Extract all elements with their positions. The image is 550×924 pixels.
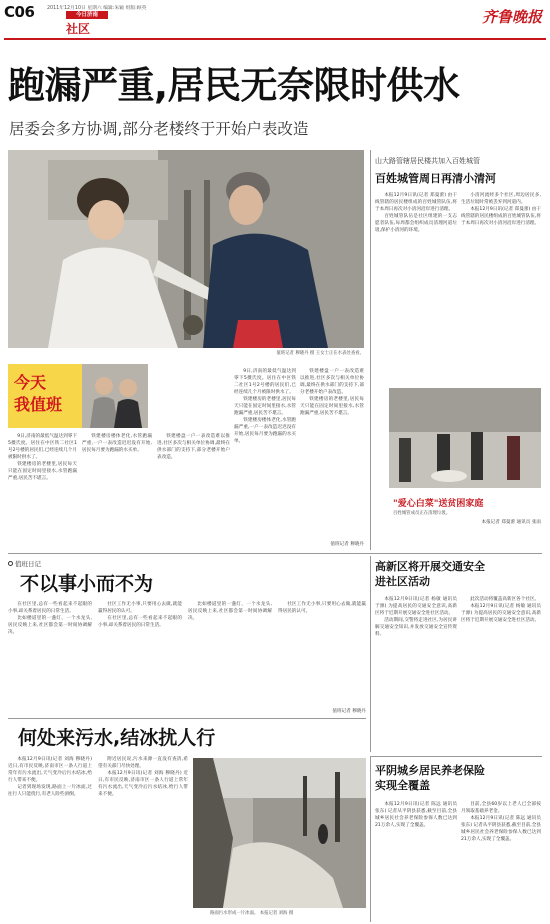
column-paragraph: 社区工作无小事,只要用心去做,就能赢得居民的认可。 [98, 602, 182, 614]
lead-paragraph: 铁建楼盘一户一表改造难以推进,社区多次与相关单位协调,最终在供水部门的支持下,部分老楼开始户表改造。 [300, 369, 364, 395]
sidebar-paragraph: 本报12月9日讯(记者 郑曼蕾) 由干线管辖的居民楼组成的百姓城管队伍,将于本周日再次对小清河沿岸进行清理。 [461, 207, 541, 226]
today-title-top: 今天 [14, 373, 47, 392]
mid-right-body-col2 [461, 596, 541, 746]
column-tag-label: 值班日记 [15, 560, 41, 568]
sidebar-photo-headline: "爱心白菜"送贫困家庭 [393, 499, 484, 509]
sidebar-byline: 本报记者 郑曼蕾 通讯员 张雨 [481, 520, 541, 525]
bottom-photo-illustration [193, 758, 366, 908]
bottom-photo [193, 758, 366, 908]
lead-paragraph: 9日,济南的最低气温达到零下5摄氏度。居住在中区铁二社区1号2号楼的居民们,已经连续几个月被限时供水了。 [234, 369, 296, 395]
section-tag: 今日济南 [66, 11, 108, 19]
bottom-paragraph: 记者到现场发现,路面上一片冰面,过往行人只能绕行,有老人险些滑倒。 [8, 785, 92, 797]
sidebar-title: 百姓城管周日再清小清河 [375, 172, 496, 185]
column-paragraph: 在社区里,总有一些看起来不起眼的小事,却关系着居民的日常生活。 [8, 602, 92, 614]
lead-body-col4 [234, 368, 296, 538]
column-paragraph: 在社区里,总有一些看起来不起眼的小事,却关系着居民的日常生活。 [98, 616, 182, 628]
reporter-portrait-illustration [82, 364, 148, 428]
sidebar-body-col1 [375, 192, 457, 380]
sidebar-body-col2 [461, 192, 541, 380]
bottom-paragraph: 本报12月9日讯(记者 刘海 穆晓丹) 近日,有市民反映,济南市区一条人行道上常年有污水流出,天气变冷后污水结冰,给行人带来不便。 [98, 771, 188, 797]
today-on-duty-box [8, 364, 82, 428]
lead-paragraph: 铁建楼房的老楼里,居民每天只能在固定时间里接水,水管跑漏严重,居民苦不堪言。 [8, 462, 77, 481]
column-tag [8, 559, 41, 568]
date-line: 2011年12月10日 星期六 编辑:朱颖 组版:顾英 [47, 6, 147, 11]
section-divider [8, 553, 542, 554]
bottom-paragraph: 本报12月9日讯(记者 刘海 穆晓丹) 近日,有市民反映,济南市区一条人行道上常年有污水流出,天气变冷后污水结冰,给行人带来不便。 [8, 757, 92, 783]
lead-photo-illustration [8, 150, 364, 348]
sidebar-paragraph: 本报12月9日讯(记者 郑曼蕾) 由干线管辖的居民楼组成的百姓城管队伍,将于本周日再次对小清河沿岸进行清理。 [375, 193, 457, 212]
lead-paragraph: 铁建楼房楼体老化,水管跑漏严重,一户一表改造迟迟没有开始,居民每月要为跑漏的水买单。 [234, 418, 296, 444]
header-rule [4, 38, 546, 40]
lead-headline: 跑漏严重,居民无奈限时供水 [8, 64, 460, 107]
lead-subtitle: 居委会多方协调,部分老楼终于开始户表改造 [9, 120, 309, 138]
sidebar-paragraph: 小清河流经多个社区,周边居民多,生活垃圾时常被丢弃到河道内。 [461, 193, 541, 205]
bottom-body-col1 [8, 756, 92, 918]
lead-paragraph: 铁建楼房楼体老化,水管跑漏严重,一户一表改造迟迟没有开始,居民每月要为跑漏的水买单。 [82, 434, 152, 453]
column-body-col1 [8, 601, 92, 715]
mid-right-story [370, 556, 542, 752]
mid-right-headline: 高新区将开展交通安全进社区活动 [375, 560, 485, 588]
bottom-right-body-col2 [461, 801, 541, 919]
paper-logo: 齐鲁晚报 [481, 8, 542, 26]
lead-paragraph: 铁建楼房的老楼里,居民每天只能在固定时间里接水,水管跑漏严重,居民苦不堪言。 [234, 397, 296, 416]
bottom-body-col2 [98, 756, 188, 918]
lead-body-col3 [157, 433, 230, 545]
column-body-col4 [278, 601, 366, 705]
column-paragraph: 比如楼道里的一盏灯、一个水龙头,居民反映上来,社区都会第一时间协调解决。 [188, 602, 272, 621]
bottom-right-paragraph: 目前,全县60岁以上老人已全部按月领取基础养老金。 [461, 802, 541, 814]
bottom-right-paragraph: 本报12月9日讯(记者 陈远 通讯员 张东) 记者从平阴县获悉,截至目前,全县城乡居民社会养老保险参保人数已达到21万余人,实现了全覆盖。 [461, 816, 541, 842]
column-paragraph: 比如楼道里的一盏灯、一个水龙头,居民反映上来,社区都会第一时间协调解决。 [8, 616, 92, 635]
section-name: 社区 [66, 22, 91, 36]
lead-photo-caption: 值班记者 穆晓丹 摄 王女士正在水表处查看。 [276, 351, 364, 356]
lead-photo [8, 150, 364, 348]
page-header [0, 0, 550, 46]
column-tag-icon [8, 561, 13, 566]
bottom-photo-caption: 路面污水形成一片冰面。 本报记者 刘海 摄 [210, 911, 294, 916]
lead-body-col2 [82, 433, 152, 545]
column-headline: 不以事小而不为 [20, 573, 154, 595]
sidebar-kicker: 山大路管辖居民楼共加入百姓城管 [375, 157, 480, 165]
lead-body-col5 [300, 368, 364, 538]
sidebar-top [370, 150, 542, 550]
lead-body-col1 [8, 433, 77, 545]
sidebar-photo [389, 388, 541, 488]
reporter-portrait [82, 364, 148, 428]
lead-byline: 值班记者 穆晓丹 [330, 542, 364, 547]
mid-right-paragraph: 活动期间,交警将走进社区,为居民讲解交通安全知识,并发放交通安全宣传资料。 [375, 618, 457, 637]
bottom-right-paragraph: 本报12月9日讯(记者 陈远 通讯员 张东) 记者从平阴县获悉,截至目前,全县城乡居民社会养老保险参保人数已达到21万余人,实现了全覆盖。 [375, 802, 457, 828]
bottom-divider [8, 718, 366, 719]
bottom-right-story [370, 756, 542, 922]
column-byline: 值班记者 穆晓丹 [332, 709, 366, 714]
column-paragraph: 社区工作无小事,只要用心去做,就能赢得居民的认可。 [278, 602, 366, 614]
today-title-bottom: 我值班 [14, 395, 63, 414]
bottom-right-body-col1 [375, 801, 457, 919]
sidebar-photo-illustration [389, 388, 541, 488]
lead-paragraph: 铁建楼盘一户一表改造难以推进,社区多次与相关单位协调,最终在供水部门的支持下,部分老楼开始户表改造。 [157, 434, 230, 460]
page-code: C06 [4, 3, 35, 21]
mid-right-paragraph: 此次活动将覆盖高新区各个社区。 [470, 597, 540, 602]
mid-right-paragraph: 本报12月9日讯(记者 杨敏 通讯员 于源) 为提高居民的交通安全意识,高新区将于近期开展交通安全进社区活动。 [375, 597, 457, 616]
lead-paragraph: 9日,济南的最低气温达到零下5摄氏度。居住在中区铁二社区1号2号楼的居民们,已经连续几个月被限时供水了。 [8, 434, 77, 460]
column-body-col3 [188, 601, 272, 715]
bottom-headline: 何处来污水,结冰扰人行 [18, 727, 216, 749]
bottom-right-headline: 平阴城乡居民养老保险实现全覆盖 [375, 764, 485, 792]
sidebar-paragraph: 百姓城管队伍是社区组建的一支志愿者队伍,每周都会组织成员清理河道垃圾,保护小清河的环境。 [375, 214, 457, 233]
mid-right-paragraph: 本报12月9日讯(记者 杨敏 通讯员 于源) 为提高居民的交通安全意识,高新区将于近期开展交通安全进社区活动。 [461, 604, 541, 623]
lead-paragraph: 铁建楼房的老楼里,居民每天只能在固定时间里接水,水管跑漏严重,居民苦不堪言。 [300, 397, 364, 416]
sidebar-photo-sub: 百姓城管成员正在清理垃圾。 [393, 511, 451, 516]
bottom-paragraph: 附近居民说,污水来源一直没有查清,希望有关部门尽快处理。 [98, 757, 188, 769]
mid-right-body-col1 [375, 596, 457, 746]
column-body-col2 [98, 601, 182, 715]
